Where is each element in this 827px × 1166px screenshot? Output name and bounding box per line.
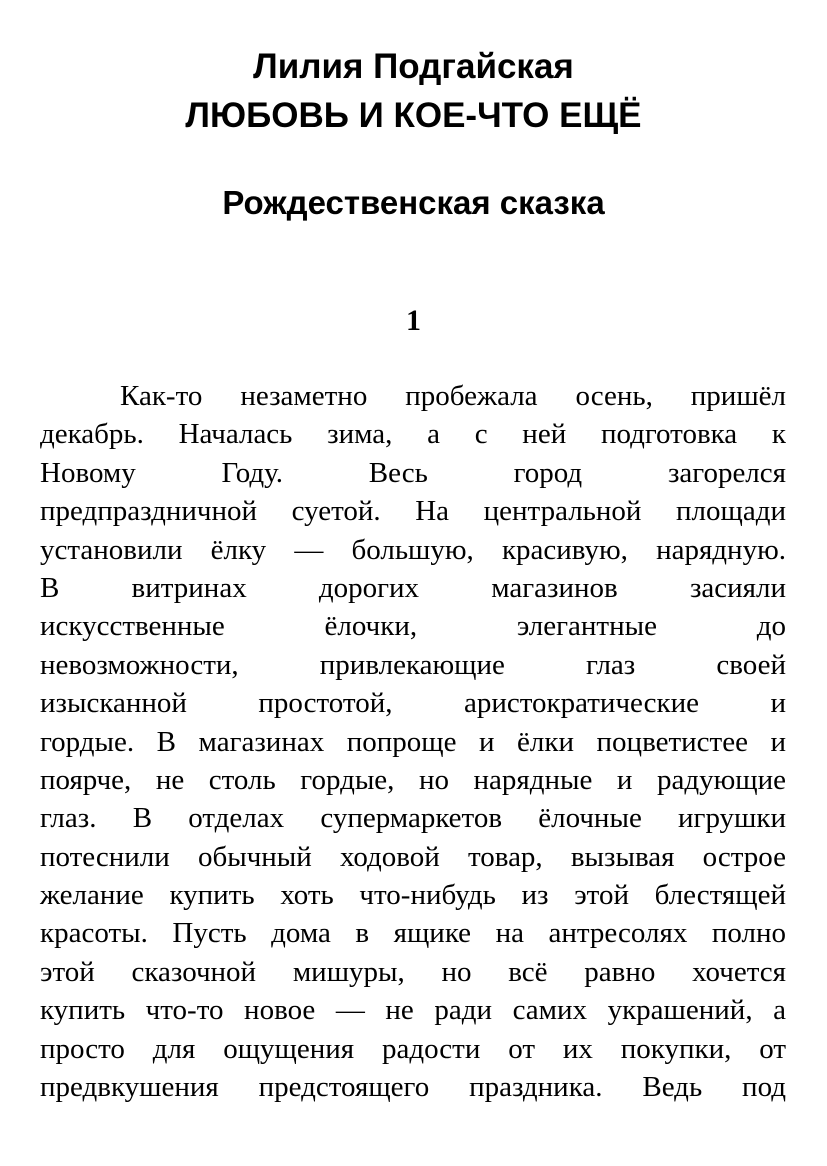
text-line: этой сказочной мишуры, но всё равно хочется bbox=[40, 955, 786, 988]
text-line: потеснили обычный ходовой товар, вызывая острое bbox=[40, 840, 786, 873]
text-line: Новому Году. Весь город загорелся bbox=[40, 456, 786, 489]
book-title: ЛЮБОВЬ И КОЕ-ЧТО ЕЩЁ bbox=[185, 96, 642, 135]
text-line: искусственные ёлочки, элегантные до bbox=[40, 610, 786, 643]
text-line: купить что-то новое — не ради самих украшений, а bbox=[40, 994, 786, 1027]
story-title: Рождественская сказка bbox=[222, 184, 605, 221]
text-line: декабрь. Началась зима, а с ней подготовка к bbox=[40, 418, 786, 451]
text-line: невозможности, привлекающие глаз своей bbox=[40, 648, 786, 681]
text-line: просто для ощущения радости от их покупки, от bbox=[40, 1032, 786, 1065]
body-paragraph bbox=[40, 377, 786, 1106]
text-line: красоты. Пусть дома в ящике на антресолях полно bbox=[40, 917, 786, 950]
text-line: изысканной простотой, аристократические и bbox=[40, 687, 786, 720]
author-name: Лилия Подгайская bbox=[253, 47, 574, 86]
text-line: установили ёлку — большую, красивую, нарядную. bbox=[40, 533, 786, 566]
text-line: гордые. В магазинах попроще и ёлки поцветистее и bbox=[40, 725, 786, 758]
text-line: предпраздничной суетой. На центральной площади bbox=[40, 495, 786, 528]
text-line: В витринах дорогих магазинов засияли bbox=[40, 571, 786, 604]
text-line: желание купить хоть что-нибудь из этой блестящей bbox=[40, 879, 786, 912]
text-line: поярче, не столь гордые, но нарядные и радующие bbox=[40, 763, 786, 796]
text-line: Как-то незаметно пробежала осень, пришёл bbox=[120, 380, 786, 412]
chapter-number: 1 bbox=[406, 304, 421, 337]
text-line: глаз. В отделах супермаркетов ёлочные игрушки bbox=[40, 802, 786, 835]
text-line: предвкушения предстоящего праздника. Ведь под bbox=[40, 1071, 786, 1104]
